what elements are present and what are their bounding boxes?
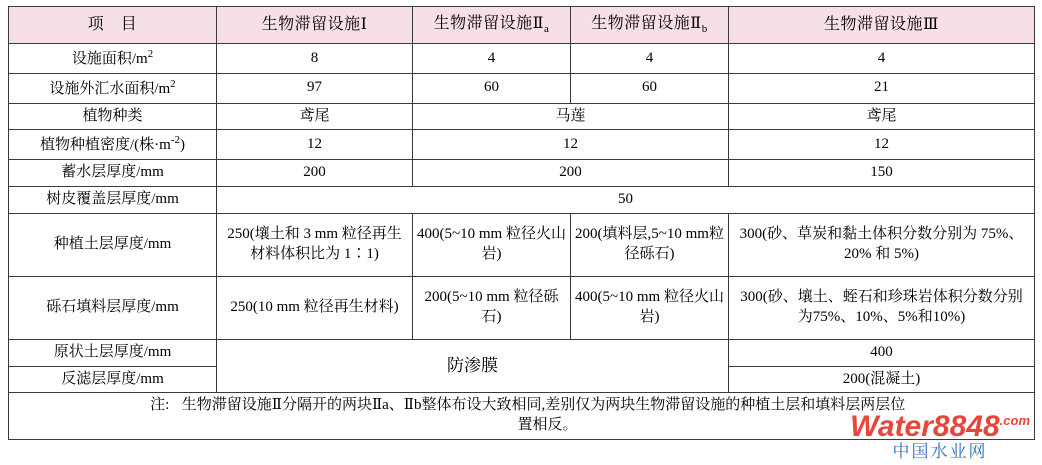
subscript-a: a (544, 23, 550, 36)
table-row (9, 103, 1035, 130)
table-container (8, 6, 1034, 440)
note-line-2: 置相反。 (517, 417, 578, 434)
cell-value-impermeable-membrane: 防渗膜 (217, 339, 729, 393)
cell-value: 200 (413, 160, 729, 187)
cell-value: 200 (217, 160, 413, 187)
row-label-plant-density: 植物种植密度/(株$\cdot m^{-2}$) (9, 130, 217, 160)
column-header-item: 项 目 (9, 7, 217, 44)
cell-value: 400(5~10 mm 粒径火山岩) (413, 213, 571, 276)
cell-value: 12 (217, 130, 413, 160)
cell-value: 150 (729, 160, 1035, 187)
row-label-ponding-depth: 蓄水层厚度/mm (9, 160, 217, 187)
cell-value: 鸢尾 (729, 103, 1035, 130)
cell-value: 200(填料层,5~10 mm粒径砾石) (571, 213, 729, 276)
cell-value: 12 (413, 130, 729, 160)
cell-value: 50 (217, 186, 1035, 213)
cell-value: 鸢尾 (217, 103, 413, 130)
watermark-main-text: $Water8848^{.com}$ (850, 409, 1030, 443)
subscript-b: b (701, 23, 708, 36)
row-label-filter-layer-depth: 反滤层厚度/mm (9, 366, 217, 393)
table-note-row (9, 393, 1035, 440)
note-label: 注: (150, 397, 170, 414)
cell-value: 250(壤土和 3 mm 粒径再生材料体积比为 1∶1) (217, 213, 413, 276)
column-header-facility-3: 生物滞留设施Ⅲ (729, 7, 1035, 44)
cell-value: 12 (729, 130, 1035, 160)
table-row (9, 186, 1035, 213)
row-label-plant-species: 植物种类 (9, 103, 217, 130)
table-row (9, 73, 1035, 103)
cell-value: 马莲 (413, 103, 729, 130)
table-row (9, 276, 1035, 339)
cell-value: 60 (413, 73, 571, 103)
row-label-catchment-area: 设施外汇水面积$/m^2$ (9, 73, 217, 103)
table-row (9, 160, 1035, 187)
cell-value: 8 (217, 44, 413, 74)
watermark-sub-text: 中国水业网 (892, 442, 988, 462)
cell-value: 21 (729, 73, 1035, 103)
table-row (9, 44, 1035, 74)
table-note (9, 393, 1035, 440)
row-label-native-soil-depth: 原状土层厚度/mm (9, 339, 217, 366)
cell-value: 97 (217, 73, 413, 103)
cell-value: 250(10 mm 粒径再生材料) (217, 276, 413, 339)
watermark-domain-suffix: .com (999, 412, 1030, 428)
cell-value: 400 (729, 339, 1035, 366)
cell-value: 200(5~10 mm 粒径砾石) (413, 276, 571, 339)
column-header-facility-2b: 生物滞留设施$Ⅱ_b$ (571, 7, 729, 44)
cell-value: 4 (729, 44, 1035, 74)
table-row (9, 213, 1035, 276)
row-label-gravel-layer-depth: 砾石填料层厚度/mm (9, 276, 217, 339)
note-line-1: 生物滞留设施Ⅱ分隔开的两块Ⅱa、Ⅱb整体布设大致相同,差别仅为两块生物滞留设施的种植土层和填料层两层位 (181, 397, 906, 414)
row-label-mulch-depth: 树皮覆盖层厚度/mm (9, 186, 217, 213)
row-label-planting-soil-depth: 种植土层厚度/mm (9, 213, 217, 276)
row-label-facility-area: 设施面积$/m^2$ (9, 44, 217, 74)
cell-value: 60 (571, 73, 729, 103)
column-header-facility-2a: 生物滞留设施$Ⅱ_a$ (413, 7, 571, 44)
column-header-facility-1: 生物滞留设施Ⅰ (217, 7, 413, 44)
cell-value: 4 (413, 44, 571, 74)
table-row (9, 339, 1035, 366)
table-header-row (9, 7, 1035, 44)
cell-value: 300(砂、草炭和黏土体积分数分别为 75%、20% 和 5%) (729, 213, 1035, 276)
cell-value: 400(5~10 mm 粒径火山岩) (571, 276, 729, 339)
cell-value: 300(砂、壤土、蛭石和珍珠岩体积分数分别为75%、10%、5%和10%) (729, 276, 1035, 339)
specification-table (8, 6, 1035, 440)
table-row (9, 130, 1035, 160)
cell-value: 4 (571, 44, 729, 74)
cell-value: 200(混凝土) (729, 366, 1035, 393)
